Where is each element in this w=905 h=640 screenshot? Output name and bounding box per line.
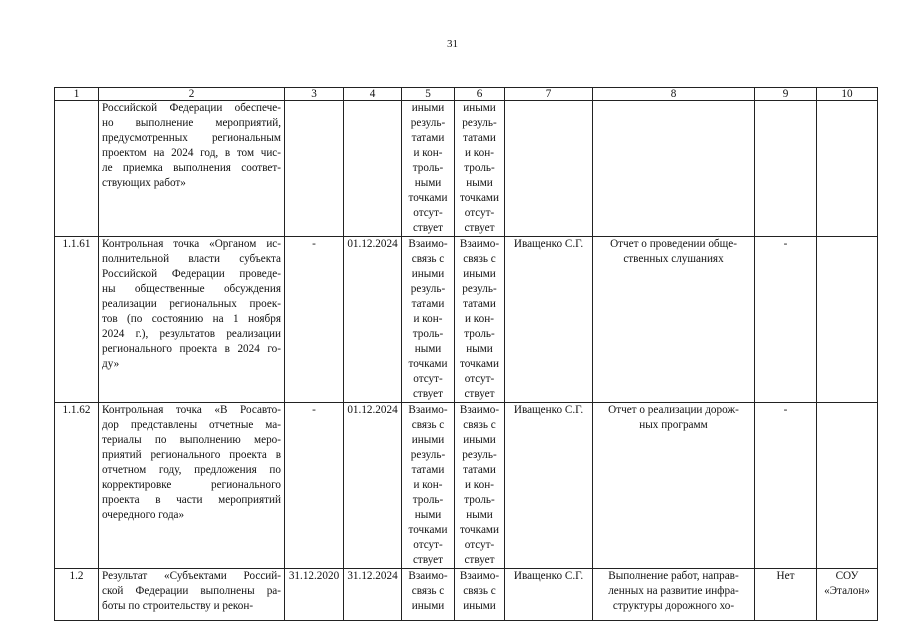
cell-line: ду»: [102, 358, 120, 370]
cell-line: отсут-: [464, 539, 495, 551]
cell-line: ствует: [464, 222, 495, 234]
cell-line: Взаимо-: [408, 570, 448, 582]
cell-line: очередного года»: [102, 509, 185, 521]
cell-line: связь с: [463, 253, 496, 265]
link-col6: [455, 101, 505, 237]
cell-line: ствует: [412, 554, 444, 566]
cell-line: и кон-: [465, 147, 494, 159]
col10-value: [817, 237, 878, 403]
cell-line: корректировке региональнoго: [102, 479, 281, 491]
start-date: -: [285, 403, 344, 569]
cell-line: резуль-: [462, 283, 497, 295]
col9-value: [755, 101, 817, 237]
cell-line: татами: [463, 298, 496, 310]
cell-line: иными: [411, 268, 445, 280]
cell-line: ствующих работ»: [102, 177, 186, 189]
col-header: 2: [99, 88, 285, 101]
cell-line: резуль-: [462, 117, 497, 129]
document-description: [593, 403, 755, 569]
col-header: 5: [402, 88, 455, 101]
col9-value: -: [755, 403, 817, 569]
start-date: [285, 101, 344, 237]
cell-line: иными: [411, 600, 445, 612]
cell-line: резуль-: [410, 283, 446, 295]
row-number: 1.2: [55, 569, 99, 621]
cell-line: ствует: [464, 388, 495, 400]
cell-line: Российской Федерации проведе-: [102, 268, 281, 280]
cell-line: троль-: [464, 494, 495, 506]
cell-line: ными: [466, 343, 493, 355]
col-header: 8: [593, 88, 755, 101]
cell-line: точками: [460, 358, 499, 370]
cell-line: Результат «Субъектами Россий-: [102, 570, 281, 582]
cell-line: проектом на 2024 год, в том чис-: [102, 147, 281, 159]
col9-value: Нет: [755, 569, 817, 621]
cell-line: ленных на развитие инфра-: [608, 585, 739, 597]
cell-line: и кон-: [413, 313, 443, 325]
cell-line: Отчет о реализации дорож-: [608, 404, 739, 416]
cell-line: ствует: [464, 554, 495, 566]
table-row: [55, 237, 878, 403]
cell-line: Выполнение работ, направ-: [608, 570, 739, 582]
cell-line: иными: [463, 434, 496, 446]
cell-line: точками: [408, 358, 448, 370]
document-description: [593, 101, 755, 237]
row-number: [55, 101, 99, 237]
start-date: 31.12.2020: [285, 569, 344, 621]
cell-line: Взаимо-: [459, 238, 500, 250]
cell-line: и кон-: [465, 479, 494, 491]
cell-line: резуль-: [410, 117, 446, 129]
link-col6: [455, 403, 505, 569]
cell-line: связь с: [463, 585, 496, 597]
cell-line: но выполнение мероприятий,: [102, 117, 281, 129]
cell-line: Контрольная точка «Органом ис-: [102, 238, 281, 250]
row-number: 1.1.61: [55, 237, 99, 403]
table-header-row: [55, 88, 878, 101]
cell-line: предусмотренных региональным: [102, 132, 281, 144]
cell-line: ственных слушаниях: [623, 253, 724, 265]
cell-line: отсут-: [413, 373, 443, 385]
col-header: 7: [505, 88, 593, 101]
cell-line: Российской Федерации обеспече-: [102, 102, 281, 114]
cell-line: проекта в части мероприятий: [102, 494, 281, 506]
cell-line: приятий регионального проекта в: [102, 449, 281, 461]
cell-line: и кон-: [465, 313, 494, 325]
row-description: [99, 237, 285, 403]
responsible: [505, 101, 593, 237]
cell-line: связь с: [411, 419, 445, 431]
col9-value: -: [755, 237, 817, 403]
plan-table: [54, 87, 878, 621]
cell-line: отсут-: [464, 373, 495, 385]
cell-line: иными: [463, 600, 496, 612]
cell-line: татами: [463, 464, 496, 476]
col10-value: [817, 101, 878, 237]
cell-line: связь с: [411, 585, 445, 597]
cell-line: связь с: [463, 419, 496, 431]
end-date: [344, 101, 402, 237]
col-header: 10: [817, 88, 878, 101]
cell-line: Взаимо-: [408, 404, 448, 416]
cell-line: троль-: [412, 328, 444, 340]
row-description: [99, 569, 285, 621]
cell-line: тов (по состоянию на 1 ноября: [102, 313, 281, 325]
cell-line: отсут-: [413, 207, 443, 219]
cell-line: реализации региональных проек-: [102, 298, 281, 310]
table-row: [55, 403, 878, 569]
cell-line: точками: [460, 524, 499, 536]
cell-line: связь с: [411, 253, 445, 265]
link-col5: [402, 101, 455, 237]
cell-line: ными: [414, 509, 442, 521]
col-header: 9: [755, 88, 817, 101]
cell-line: татами: [463, 132, 496, 144]
cell-line: точками: [460, 192, 499, 204]
cell-line: Взаимо-: [459, 404, 500, 416]
cell-line: ствует: [412, 222, 444, 234]
cell-line: Отчет о проведении обще-: [610, 238, 737, 250]
cell-line: троль-: [412, 162, 444, 174]
cell-line: отчетном году, предложения по: [102, 464, 281, 476]
cell-line: ны общественные обсуждения: [102, 283, 281, 295]
col10-value: [817, 569, 878, 621]
cell-line: структуры дорожного хо-: [612, 600, 735, 612]
cell-line: СОУ: [835, 570, 859, 582]
cell-line: ными: [466, 177, 493, 189]
col-header: 3: [285, 88, 344, 101]
cell-line: дор представлены отчетные ма-: [102, 419, 281, 431]
cell-line: резуль-: [462, 449, 497, 461]
cell-line: Взаимо-: [459, 570, 500, 582]
cell-line: отсут-: [413, 539, 443, 551]
link-col5: [402, 237, 455, 403]
row-description: [99, 403, 285, 569]
cell-line: Взаимо-: [408, 238, 448, 250]
cell-line: троль-: [412, 494, 444, 506]
cell-line: ными: [414, 177, 442, 189]
end-date: 01.12.2024: [344, 403, 402, 569]
responsible: Иващенко С.Г.: [505, 403, 593, 569]
cell-line: троль-: [464, 162, 495, 174]
link-col6: [455, 569, 505, 621]
cell-line: териалы по выполнению меро-: [102, 434, 281, 446]
document-description: [593, 237, 755, 403]
cell-line: ской Федерации выполнены ра-: [102, 585, 281, 597]
responsible: Иващенко С.Г.: [505, 237, 593, 403]
row-description: [99, 101, 285, 237]
cell-line: иными: [463, 102, 496, 114]
cell-line: татами: [411, 132, 445, 144]
row-number: 1.1.62: [55, 403, 99, 569]
page-number: 31: [447, 38, 458, 50]
cell-line: полнительной власти субъекта: [102, 253, 281, 265]
cell-line: ных программ: [639, 419, 708, 431]
table-row: [55, 569, 878, 621]
cell-line: «Эталон»: [824, 585, 870, 597]
cell-line: иными: [411, 434, 445, 446]
cell-line: отсут-: [464, 207, 495, 219]
cell-line: Контрольная точка «В Росавто-: [102, 404, 281, 416]
cell-line: и кон-: [413, 147, 443, 159]
cell-line: ствует: [412, 388, 444, 400]
link-col5: [402, 569, 455, 621]
end-date: 01.12.2024: [344, 237, 402, 403]
cell-line: ными: [466, 509, 493, 521]
cell-line: татами: [411, 298, 445, 310]
start-date: -: [285, 237, 344, 403]
document-description: [593, 569, 755, 621]
col-header: 4: [344, 88, 402, 101]
cell-line: 2024 г.), результатов реализации: [102, 328, 281, 340]
cell-line: точками: [408, 524, 448, 536]
cell-line: и кон-: [413, 479, 443, 491]
end-date: 31.12.2024: [344, 569, 402, 621]
cell-line: регионального проекта в 2024 го-: [102, 343, 281, 355]
cell-line: татами: [411, 464, 445, 476]
col-header: 6: [455, 88, 505, 101]
cell-line: ными: [414, 343, 442, 355]
link-col6: [455, 237, 505, 403]
cell-line: иными: [463, 268, 496, 280]
table-row: [55, 101, 878, 237]
col10-value: [817, 403, 878, 569]
link-col5: [402, 403, 455, 569]
cell-line: троль-: [464, 328, 495, 340]
cell-line: точками: [408, 192, 448, 204]
col-header: 1: [55, 88, 99, 101]
cell-line: ле приемка выполнения соответ-: [102, 162, 281, 174]
cell-line: резуль-: [410, 449, 446, 461]
cell-line: боты по строительству и рекон-: [102, 600, 254, 612]
cell-line: иными: [411, 102, 445, 114]
responsible: Иващенко С.Г.: [505, 569, 593, 621]
